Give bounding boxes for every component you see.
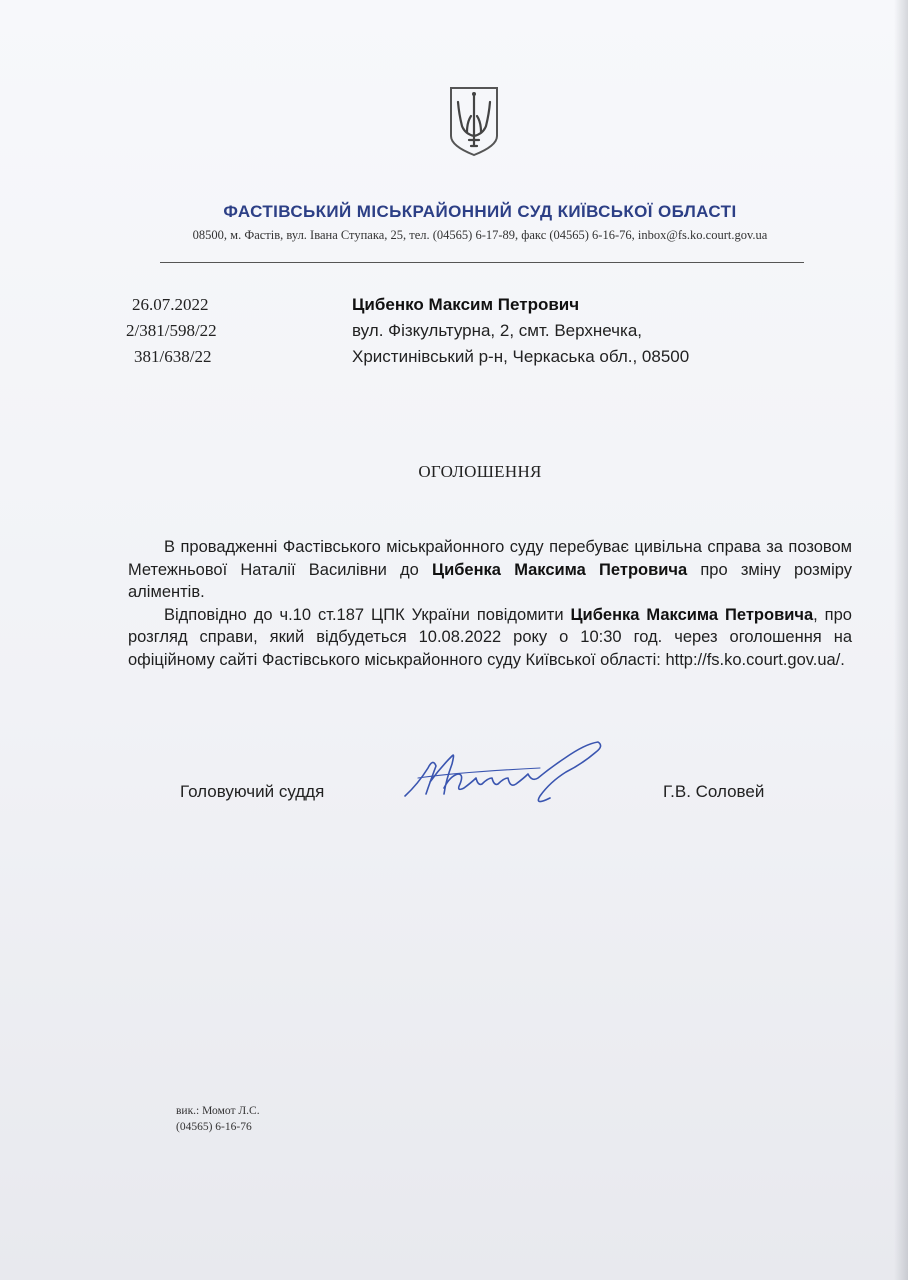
executor-phone: (04565) 6-16-76 [176,1121,252,1133]
case-number: 2/381/598/22 [126,321,217,340]
document-title: ОГОЛОШЕННЯ [418,462,542,481]
document-references [126,292,217,370]
court-name: ФАСТІВСЬКИЙ МІСЬКРАЙОННИЙ СУД КИЇВСЬКОЇ ОБЛАСТІ [223,202,737,221]
document-date: 26.07.2022 [132,295,209,314]
trident-emblem-icon [447,84,501,158]
recipient-block [352,292,689,370]
handwritten-signature [400,738,615,818]
recipient-name: Цибенко Максим Петрович [352,295,580,314]
paragraph-2 [128,604,852,672]
recipient-address-line2: Христинівський р-н, Черкаська обл., 08500 [352,347,690,366]
paragraph-2-text-b: , про розгляд справи, який відбудеться 10.08.2022 року о 10:30 год. через оголошення на офіційному сайті Фастівського міськрайонного суду Київської області: http://fs.ko.court.gov.ua/. [128,605,852,669]
signatory-name: Г.В. Соловей [663,782,765,801]
recipient-address-line1: вул. Фізкультурна, 2, смт. Верхнечка, [352,321,642,340]
document-body [128,536,852,671]
signatory-role: Головуючий суддя [180,782,325,801]
document-footer [176,1103,260,1135]
court-address: 08500, м. Фастів, вул. Івана Ступака, 25, тел. (04565) 6-17-89, факс (04565) 6-16-76, inbox@fs.ko.court.gov.ua [192,228,768,242]
paragraph-1-text-b: про зміну розміру аліментів. [128,560,852,601]
paragraph-2-text-a: Відповідно до ч.10 ст.187 ЦПК України повідомити [164,605,571,624]
defendant-name: Цибенка Максима Петровича [432,560,688,579]
paragraph-1 [128,536,852,604]
proceeding-number: 381/638/22 [134,347,212,366]
defendant-name: Цибенка Максима Петровича [570,605,814,624]
header-divider [160,262,804,263]
executor: вик.: Момот Л.С. [176,1105,260,1117]
paragraph-1-text-a: В провадженні Фастівського міськрайонного суду перебуває цивільна справа за позовом Метежньової Наталії Василівни до [128,538,852,579]
